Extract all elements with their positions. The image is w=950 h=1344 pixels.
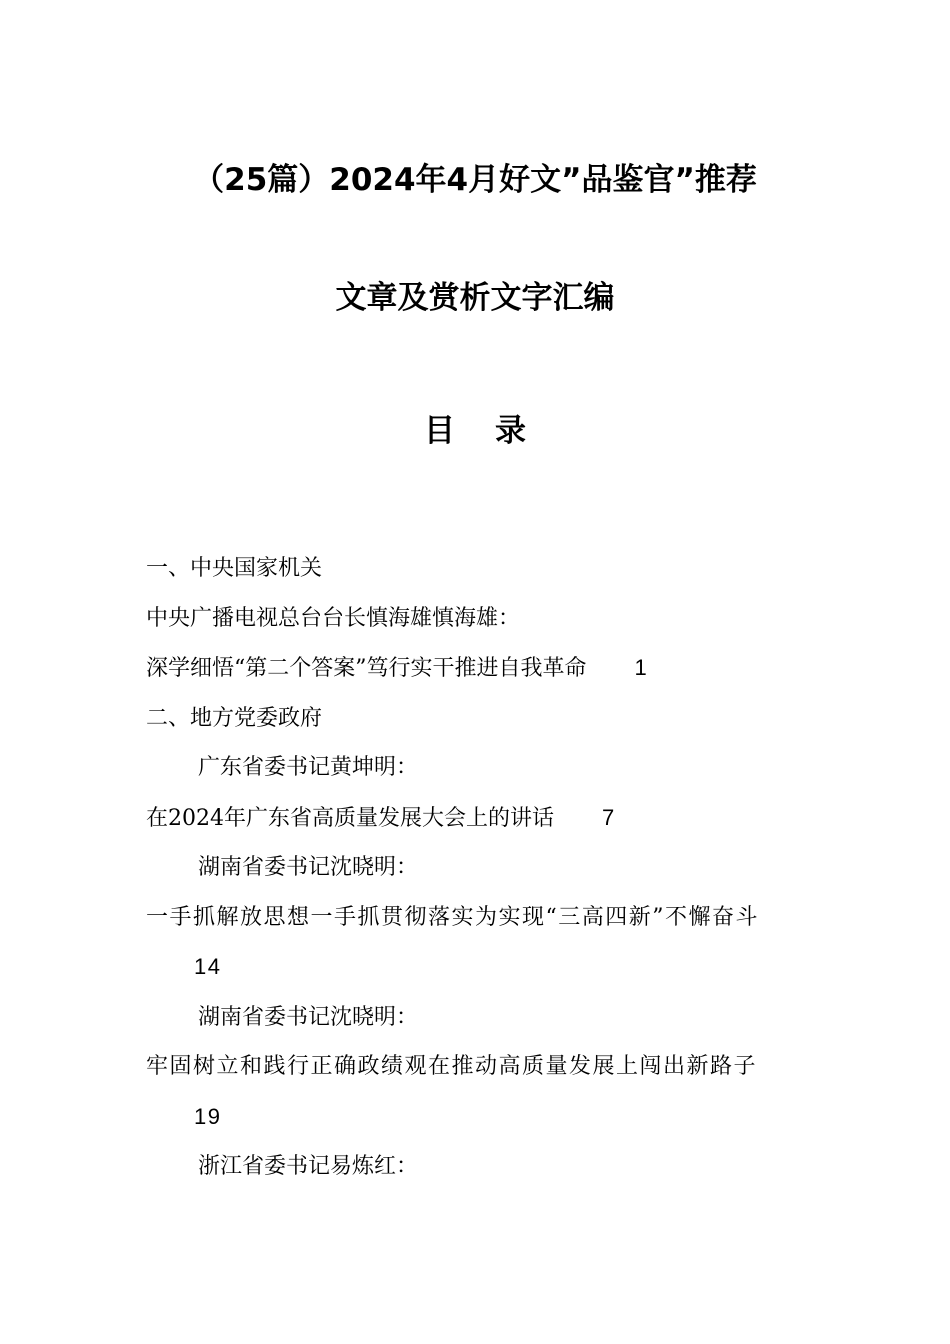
document-title-line-1: （25篇）2024年4月好文”品鉴官”推荐 (193, 162, 757, 198)
toc-page-number: 19 (194, 1103, 222, 1129)
document-title-line-2: 文章及赏析文字汇编 (335, 280, 615, 316)
toc-entry[interactable] (146, 793, 810, 844)
toc-entry-author: 湖南省委书记沈晓明： (198, 855, 419, 880)
toc-entry-author: 湖南省委书记沈晓明： (198, 1004, 419, 1030)
toc-entry-title: 一手抓解放思想一手抓贯彻落实为实现“三高四新”不懈奋斗 (146, 904, 759, 930)
toc-entry-title: 在2024年广东省高质量发展大会上的讲话 (146, 805, 554, 831)
toc-entry-author: 广东省委书记黄坤明： (198, 755, 419, 780)
toc-page-number: 1 (634, 655, 647, 680)
table-of-contents (146, 544, 810, 1192)
toc-page-number: 7 (602, 804, 615, 830)
toc-entry-author: 中央广播电视总台台长慎海雄慎海雄： (146, 605, 521, 631)
toc-entry[interactable] (146, 893, 810, 993)
toc-entry[interactable] (146, 1042, 810, 1142)
toc-section-heading: 二、地方党委政府 (146, 705, 323, 731)
toc-entry-author: 浙江省委书记易炼红： (198, 1154, 419, 1179)
toc-entry-title: 深学细悟“第二个答案”笃行实干推进自我革命 (146, 656, 587, 681)
toc-section-heading: 一、中央国家机关 (146, 556, 323, 581)
toc-heading: 目录 (424, 413, 566, 449)
toc-entry[interactable] (146, 643, 810, 694)
toc-page-number: 14 (194, 954, 222, 979)
toc-entry-title: 牢固树立和践行正确政绩观在推动高质量发展上闯出新路子 (146, 1054, 758, 1079)
